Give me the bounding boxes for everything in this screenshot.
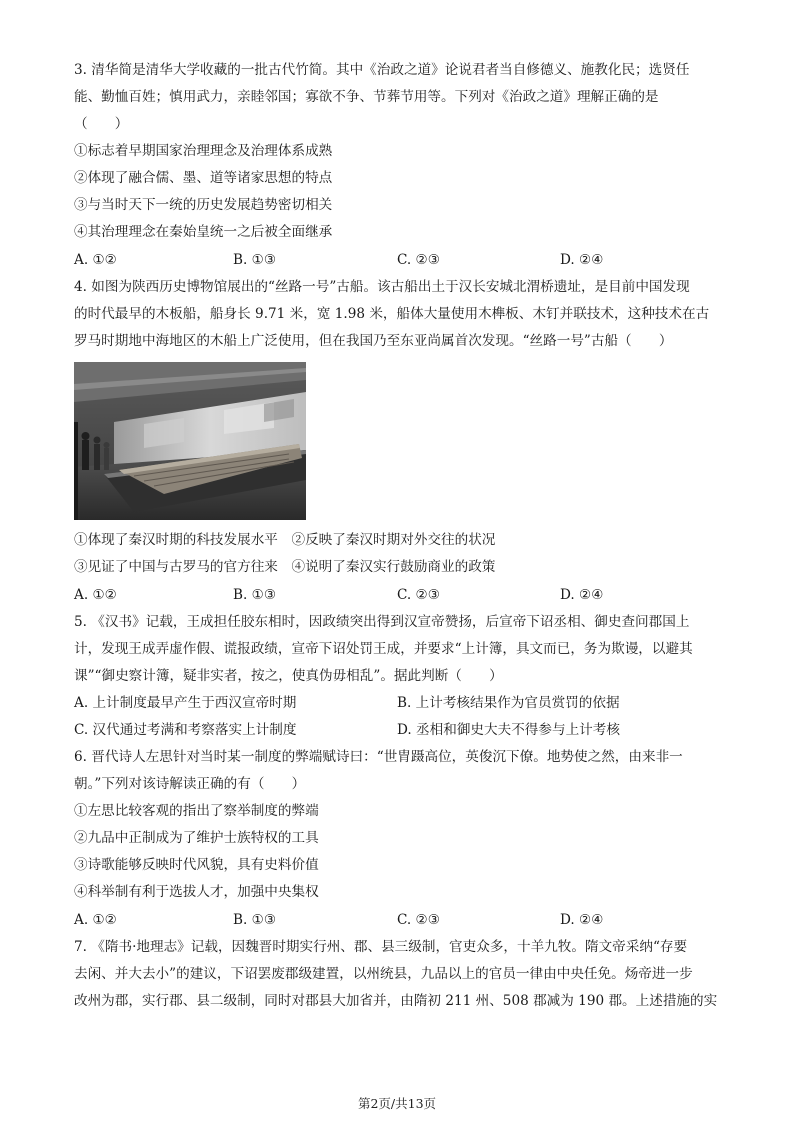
q7-stem-line-2: 去闲、并大去小”的建议，下诏罢废郡级建置，以州统县，九品以上的官员一律由中央任免。炀帝进一步 [74, 966, 693, 982]
q5-option-c: C. 汉代通过考满和考察落实上计制度 [74, 722, 297, 738]
q4-stem-line-2: 的时代最早的木板船，船身长 9.71 米，宽 1.98 米，船体大量使用木榫板、木钉并联技术，这种技术在古 [74, 306, 710, 322]
q3-statement-3: ③与当时天下一统的历史发展趋势密切相关 [74, 197, 333, 213]
q6-option-b: B. ①③ [233, 912, 277, 928]
q6-option-a: A. ①② [74, 912, 117, 928]
q4-option-c: C. ②③ [397, 587, 440, 603]
q4-stem-line-3: 罗马时期地中海地区的木船上广泛使用，但在我国乃至东亚尚属首次发现。“丝路一号”古船（ ） [74, 333, 673, 349]
q3-option-d: D. ②④ [560, 252, 604, 268]
q6-statement-2: ②九品中正制成为了维护士族特权的工具 [74, 830, 319, 846]
q5-stem-line-3: 课”“御史察计簿，疑非实者，按之，使真伪毋相乱”。据此判断（ ） [74, 668, 503, 684]
q3-stem-line-1: 3. 清华简是清华大学收藏的一批古代竹简。其中《治政之道》论说君者当自修德义、施教化民；选贤任 [74, 62, 690, 78]
q6-stem-line-1: 6. 晋代诗人左思针对当时某一制度的弊端赋诗曰：“世胄蹑高位，英俊沉下僚。地势使之然，由来非一 [74, 749, 683, 765]
q7-stem-line-1: 7. 《隋书·地理志》记载，因魏晋时期实行州、郡、县三级制，官吏众多，十羊九牧。隋文帝采纳“存要 [74, 939, 688, 955]
q5-option-b: B. 上计考核结果作为官员赏罚的依据 [397, 695, 620, 711]
q3-stem-line-2: 能、勤恤百姓；慎用武力，亲睦邻国；寡欲不争、节葬节用等。下列对《治政之道》理解正确的是 [74, 89, 659, 105]
page-number-footer: 第2页/共13页 [357, 1096, 437, 1111]
q7-stem-line-3: 改州为郡，实行郡、县二级制，同时对郡县大加省并，由隋初 211 州、508 郡减为 190 郡。上述措施的实 [74, 993, 718, 1009]
q6-statement-3: ③诗歌能够反映时代风貌，具有史料价值 [74, 857, 319, 873]
q6-stem-line-2: 朝。”下列对该诗解读正确的有（ ） [74, 776, 306, 792]
q5-option-d: D. 丞相和御史大夫不得参与上计考核 [397, 722, 620, 738]
q3-option-a: A. ①② [74, 252, 117, 268]
q3-stem-line-3: （ ） [74, 116, 129, 132]
q3-statement-2: ②体现了融合儒、墨、道等诸家思想的特点 [74, 170, 333, 186]
q4-statement-row-1: ①体现了秦汉时期的科技发展水平 ②反映了秦汉时期对外交往的状况 [74, 532, 496, 548]
q3-statement-4: ④其治理理念在秦始皇统一之后被全面继承 [74, 224, 333, 240]
q6-option-d: D. ②④ [560, 912, 604, 928]
q5-stem-line-1: 5. 《汉书》记载，王成担任胶东相时，因政绩突出得到汉宣帝赞扬，后宣帝下诏丞相、御史查问郡国上 [74, 614, 690, 630]
ship-museum-photo [74, 362, 306, 520]
q3-option-b: B. ①③ [233, 252, 277, 268]
q4-option-a: A. ①② [74, 587, 117, 603]
q4-statement-row-2: ③见证了中国与古罗马的官方往来 ④说明了秦汉实行鼓励商业的政策 [74, 559, 496, 575]
q5-stem-line-2: 计，发现王成弄虚作假、谎报政绩，宣帝下诏处罚王成，并要求“上计簿，具文而已，务为欺谩，以避其 [74, 641, 693, 657]
q5-option-a: A. 上计制度最早产生于西汉宣帝时期 [74, 695, 297, 711]
q4-option-b: B. ①③ [233, 587, 277, 603]
q4-stem-line-1: 4. 如图为陕西历史博物馆展出的“丝路一号”古船。该古船出土于汉长安城北渭桥遗址，是目前中国发现 [74, 279, 690, 295]
q6-option-c: C. ②③ [397, 912, 440, 928]
q6-statement-4: ④科举制有利于选拔人才，加强中央集权 [74, 884, 319, 900]
q6-statement-1: ①左思比较客观的指出了察举制度的弊端 [74, 803, 319, 819]
q3-statement-1: ①标志着早期国家治理理念及治理体系成熟 [74, 143, 333, 159]
q4-option-d: D. ②④ [560, 587, 604, 603]
q3-option-c: C. ②③ [397, 252, 440, 268]
